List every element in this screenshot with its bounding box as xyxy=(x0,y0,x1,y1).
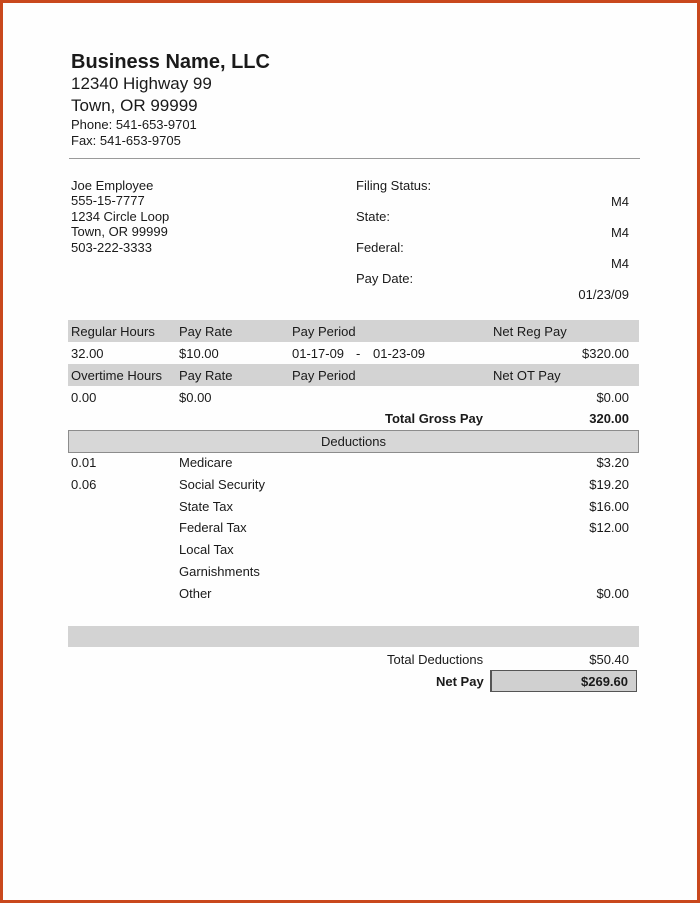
deduction-amount: $12.00 xyxy=(589,520,629,535)
regular-period-header: Pay Period xyxy=(292,324,356,339)
business-fax: Fax: 541-653-9705 xyxy=(71,133,181,148)
net-pay-label: Net Pay xyxy=(436,674,484,689)
state-label: State: xyxy=(356,209,390,224)
net-pay-value: $269.60 xyxy=(581,674,628,689)
overtime-net-value: $0.00 xyxy=(596,390,629,405)
overtime-hours-header: Overtime Hours xyxy=(71,368,163,383)
state-value: M4 xyxy=(610,225,629,240)
deduction-name: Garnishments xyxy=(179,564,260,579)
regular-rate-header: Pay Rate xyxy=(179,324,233,339)
deduction-amount: $19.20 xyxy=(589,477,629,492)
business-phone: Phone: 541-653-9701 xyxy=(71,117,197,132)
business-name: Business Name, LLC xyxy=(71,51,270,73)
regular-hours-value: 32.00 xyxy=(71,346,104,361)
employee-street: 1234 Circle Loop xyxy=(71,209,170,224)
deductions-footer-band xyxy=(68,626,639,647)
employee-ssn: 555-15-7777 xyxy=(71,193,145,208)
deduction-name: Federal Tax xyxy=(179,520,247,535)
regular-net-value: $320.00 xyxy=(582,346,629,361)
regular-rate-value: $10.00 xyxy=(179,346,219,361)
deduction-amount: $3.20 xyxy=(596,455,629,470)
deduction-name: Social Security xyxy=(179,477,265,492)
deduction-name: Local Tax xyxy=(179,542,234,557)
deduction-name: State Tax xyxy=(179,499,233,514)
regular-hours-header: Regular Hours xyxy=(71,324,155,339)
deductions-header: Deductions xyxy=(68,430,639,453)
business-address-line2: Town, OR 99999 xyxy=(71,96,198,115)
overtime-rate-header: Pay Rate xyxy=(179,368,233,383)
deduction-rate: 0.01 xyxy=(71,455,97,470)
total-gross-pay-value: 320.00 xyxy=(589,411,629,426)
deduction-name: Medicare xyxy=(179,455,233,470)
employee-phone: 503-222-3333 xyxy=(71,240,152,255)
overtime-hours-value: 0.00 xyxy=(71,390,97,405)
filing-status-label: Filing Status: xyxy=(356,178,432,193)
header-divider xyxy=(69,158,640,159)
overtime-net-header: Net OT Pay xyxy=(493,368,561,383)
total-gross-pay-label: Total Gross Pay xyxy=(385,411,484,426)
overtime-period-header: Pay Period xyxy=(292,368,356,383)
regular-period-end: 01-23-09 xyxy=(373,346,426,361)
pay-date-label: Pay Date: xyxy=(356,271,414,286)
pay-date-value: 01/23/09 xyxy=(578,287,629,302)
regular-net-header: Net Reg Pay xyxy=(493,324,567,339)
deduction-name: Other xyxy=(179,586,212,601)
employee-name: Joe Employee xyxy=(71,178,154,193)
regular-period-start: 01-17-09 xyxy=(292,346,345,361)
deduction-amount: $16.00 xyxy=(589,499,629,514)
total-deductions-value: $50.40 xyxy=(589,652,629,667)
filing-status-value: M4 xyxy=(610,194,629,209)
total-deductions-label: Total Deductions xyxy=(387,652,484,667)
federal-label: Federal: xyxy=(356,240,404,255)
regular-period-separator: - xyxy=(356,346,361,361)
deduction-amount: $0.00 xyxy=(596,586,629,601)
employee-city: Town, OR 99999 xyxy=(71,224,168,239)
business-address-line1: 12340 Highway 99 xyxy=(71,74,212,93)
deduction-rate: 0.06 xyxy=(71,477,97,492)
overtime-rate-value: $0.00 xyxy=(179,390,212,405)
federal-value: M4 xyxy=(610,256,629,271)
